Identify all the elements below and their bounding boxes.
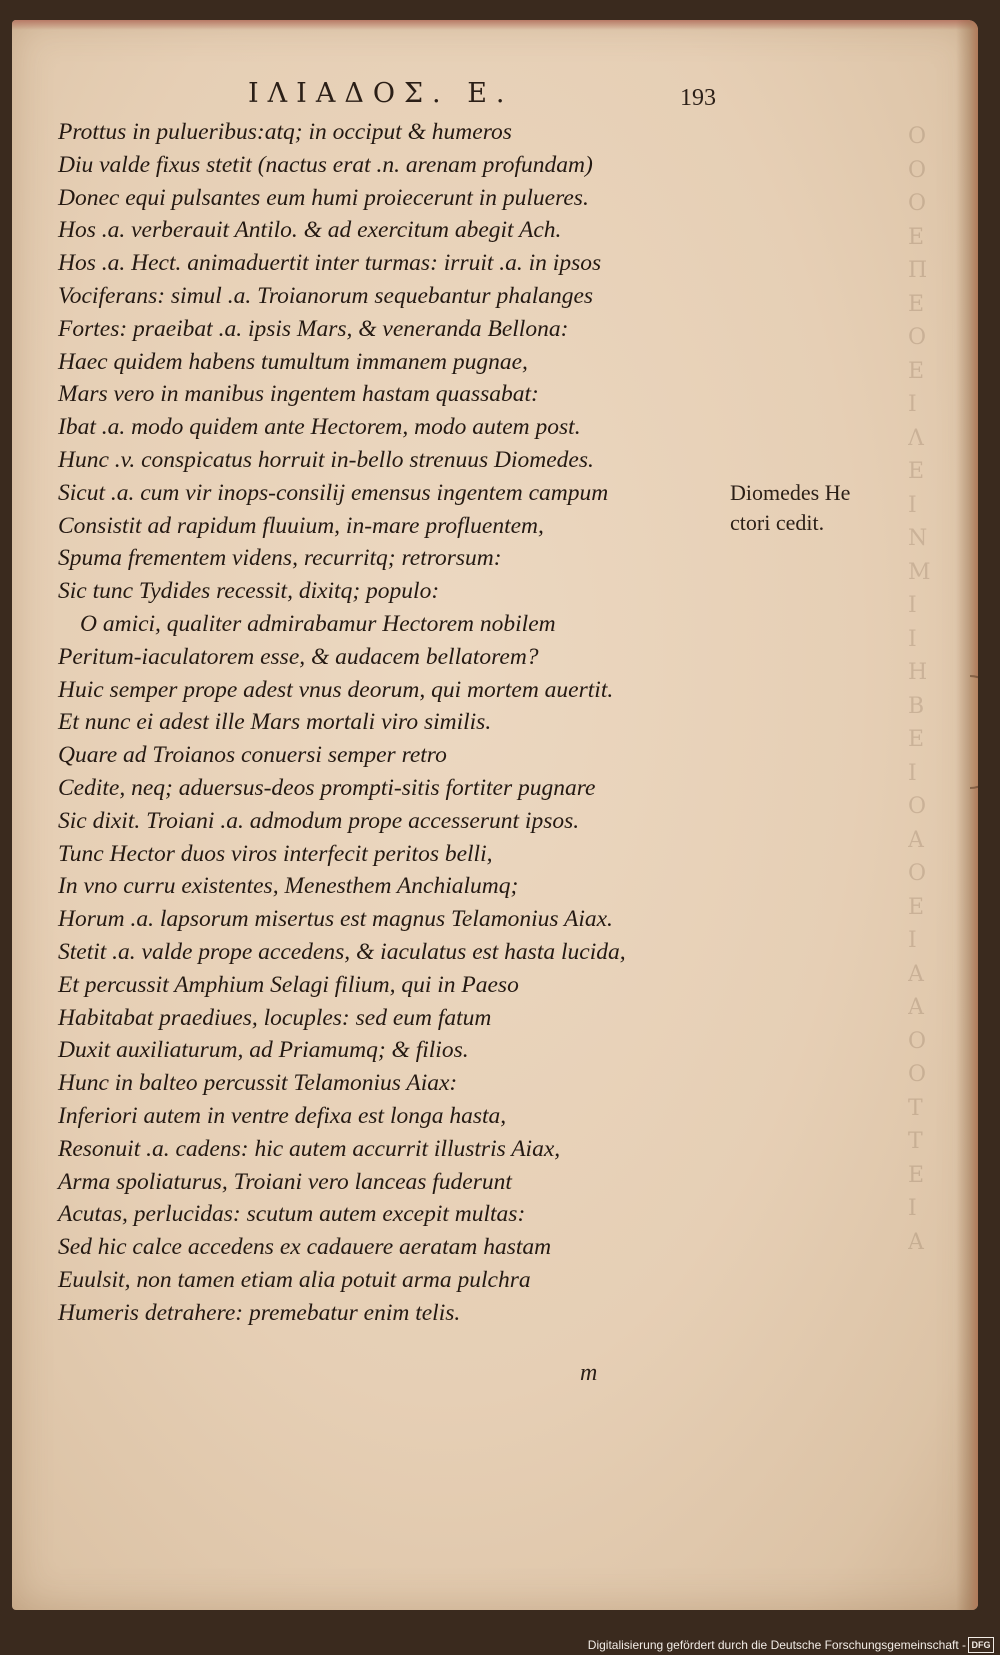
verse-line: Acutas, perlucidas: scutum autem excepit multas: — [58, 1201, 526, 1228]
verse-line: Consistit ad rapidum fluuium, in-mare profluentem, — [58, 512, 544, 539]
verse-line: Fortes: praeibat .a. ipsis Mars, & veneranda Bellona: — [58, 315, 569, 342]
funding-credit: Digitalisierung gefördert durch die Deutsche Forschungsgemeinschaft - — [587, 1638, 966, 1652]
verse-line: Sicut .a. cum vir inops-consilij emensus ingentem campum — [58, 479, 609, 506]
verse-line: Sic tunc Tydides recessit, dixitq; populo: — [58, 578, 440, 605]
signature-mark: m — [580, 1360, 598, 1386]
verse-line: Haec quidem habens tumultum immanem pugnae, — [58, 348, 528, 375]
running-head: ΙΛΙΑΔΟΣ. Ε. — [248, 78, 514, 109]
verse-line: Et nunc ei adest ille Mars mortali viro similis. — [58, 709, 492, 736]
verse-line: Ibat .a. modo quidem ante Hectorem, modo autem post. — [58, 414, 581, 441]
verse-line: Tunc Hector duos viros interfecit peritos belli, — [58, 840, 493, 867]
verse-line: Spuma frementem videns, recurritq; retrorsum: — [58, 545, 502, 572]
marginal-note — [730, 478, 850, 538]
verse-line: Hunc in balteo percussit Telamonius Aiax: — [58, 1070, 458, 1097]
verse-line: Vociferans: simul .a. Troianorum sequebantur phalanges — [58, 282, 594, 309]
page-number: 193 — [680, 85, 716, 111]
verse-line: Quare ad Troianos conuersi semper retro — [58, 742, 447, 769]
verse-line: Hos .a. verberauit Antilo. & ad exercitum abegit Ach. — [58, 217, 562, 244]
verse-line: Huic semper prope adest vnus deorum, qui mortem auertit. — [58, 676, 614, 703]
verse-line: Stetit .a. valde prope accedens, & iaculatus est hasta lucida, — [58, 938, 626, 965]
show-through-text: Ο Ο Ο Ε Π Ε Ο Ε Ι Λ Ε Ι Ν Μ Ι Ι Η Β Ε Ι Ο Α Ο Ε Ι Α Α Ο Ο Τ Τ Ε Ι Α — [908, 124, 931, 1255]
verse-line: Humeris detrahere: premebatur enim telis. — [58, 1299, 461, 1326]
verse-line: Cedite, neq; aduersus-deos prompti-sitis fortiter pugnare — [58, 774, 596, 801]
verse-line: O amici, qualiter admirabamur Hectorem nobilem — [80, 610, 556, 637]
verse-body — [58, 116, 738, 1329]
page-top-edge — [12, 20, 978, 30]
verse-line: Sed hic calce accedens ex cadauere aeratam hastam — [58, 1234, 552, 1261]
verse-line: Diu valde fixus stetit (nactus erat .n. arenam profundam) — [58, 151, 593, 178]
page-tab-notch — [970, 675, 978, 789]
verse-line: Duxit auxiliaturum, ad Priamumq; & filios. — [58, 1037, 469, 1064]
verse-line: Euulsit, non tamen etiam alia potuit arma pulchra — [58, 1266, 531, 1293]
dfg-logo-icon: DFG — [968, 1637, 994, 1653]
verse-line: Hunc .v. conspicatus horruit in-bello strenuus Diomedes. — [58, 446, 594, 473]
marginal-note-line: ctori cedit. — [730, 510, 825, 535]
marginal-note-line: Diomedes He — [730, 480, 851, 505]
verse-line: Et percussit Amphium Selagi filium, qui in Paeso — [58, 971, 519, 998]
verse-line: Donec equi pulsantes eum humi proiecerunt in pulueres. — [58, 184, 589, 211]
verse-line: Mars vero in manibus ingentem hastam quassabat: — [58, 381, 539, 408]
verse-line: In vno curru existentes, Menesthem Anchialumq; — [58, 873, 519, 900]
verse-line: Horum .a. lapsorum misertus est magnus Telamonius Aiax. — [58, 906, 613, 933]
verse-line: Prottus in pulueribus:atq; in occiput & humeros — [58, 119, 512, 145]
verse-line: Peritum-iaculatorem esse, & audacem bellatorem? — [58, 643, 539, 670]
verse-line: Inferiori autem in ventre defixa est longa hasta, — [58, 1102, 507, 1129]
page-right-edge — [956, 20, 978, 1610]
verse-line: Resonuit .a. cadens: hic autem accurrit illustris Aiax, — [58, 1135, 561, 1162]
verse-line: Hos .a. Hect. animaduertit inter turmas: irruit .a. in ipsos — [58, 250, 602, 277]
verse-line: Sic dixit. Troiani .a. admodum prope accesserunt ipsos. — [58, 807, 580, 834]
verse-line: Habitabat praediues, locuples: sed eum fatum — [58, 1004, 492, 1031]
verse-line: Arma spoliaturus, Troiani vero lanceas fuderunt — [58, 1168, 512, 1195]
